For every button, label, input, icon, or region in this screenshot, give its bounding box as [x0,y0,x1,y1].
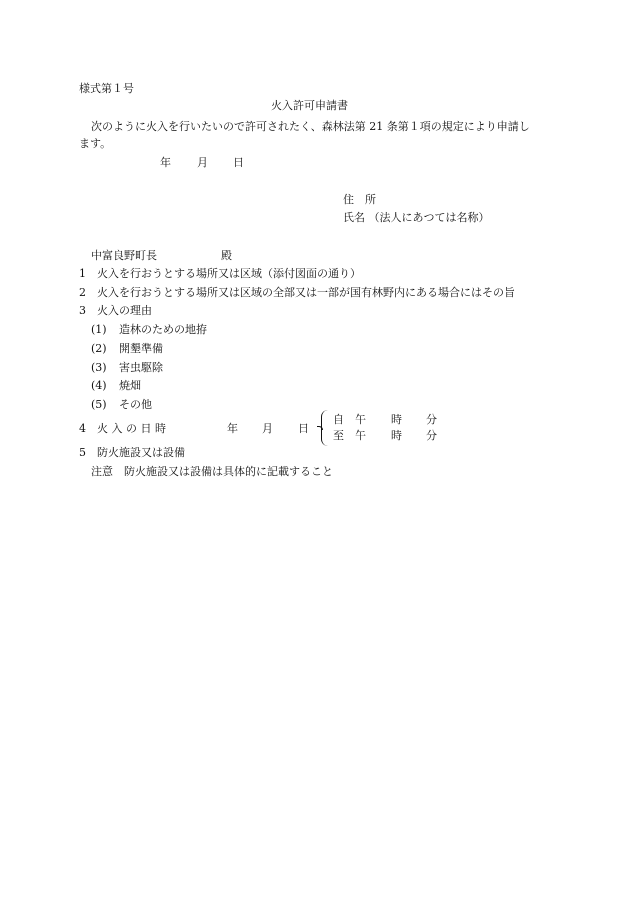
from-ampm: 午 [355,413,366,426]
reason-item [91,343,163,354]
reason-item [91,380,141,391]
reason-item [91,399,152,410]
reason-number: (5) [91,398,107,411]
reason-number: (1) [91,323,107,336]
item-4-label: 火 入 の 日 時 [97,422,166,435]
reason-item [91,362,163,373]
item-text: 火入を行おうとする場所又は区域（添付図面の通り） [97,267,361,280]
date-month: 月 [197,156,208,169]
date-day: 日 [233,156,244,169]
reason-number: (2) [91,342,107,355]
from-label: 自 [333,413,344,426]
to-ampm: 午 [355,429,366,442]
reason-text: 開墾準備 [119,342,163,355]
form-number: 様式第１号 [79,82,134,95]
from-minute: 分 [426,413,437,426]
address-label: 住 所 [343,193,376,206]
addressee-honorific: 殿 [221,249,232,262]
item-text: 火入を行おうとする場所又は区域の全部又は一部が国有林野内にある場合にはその旨 [97,286,515,299]
reason-item [91,324,207,335]
page-title: 火入許可申請書 [271,99,348,112]
item-4-year: 年 [227,422,238,435]
note: 注意 防火施設又は設備は具体的に記載すること [91,465,333,478]
brace-icon [321,410,328,446]
item-number: 3 [79,304,86,317]
reason-text: その他 [119,398,152,411]
to-hour: 時 [391,429,402,442]
item-number: 1 [79,267,86,280]
reason-number: (4) [91,379,107,392]
name-label: 氏名 （法人にあつては名称） [343,211,490,224]
reason-text: 造林のための地拵 [119,323,207,336]
from-hour: 時 [391,413,402,426]
item-1 [79,268,361,279]
item-number: 5 [79,446,86,459]
date-year: 年 [160,156,171,169]
to-minute: 分 [426,429,437,442]
item-5 [79,447,185,458]
reason-text: 焼畑 [119,379,141,392]
reason-number: (3) [91,361,107,374]
item-2 [79,287,515,298]
item-number: 4 [79,422,86,435]
item-text: 防火施設又は設備 [97,446,185,459]
item-4-month: 月 [262,422,273,435]
to-label: 至 [333,429,344,442]
intro-text-line2: ます。 [79,137,112,150]
intro-text-line1: 次のように火入を行いたいので許可されたく、森林法第 21 条第１項の規定により申請し [91,120,530,133]
addressee-name: 中富良野町長 [91,249,157,262]
item-number: 2 [79,286,86,299]
item-4-day: 日 [298,422,309,435]
item-text: 火入の理由 [97,304,152,317]
reason-text: 害虫駆除 [119,361,163,374]
item-3 [79,305,152,316]
